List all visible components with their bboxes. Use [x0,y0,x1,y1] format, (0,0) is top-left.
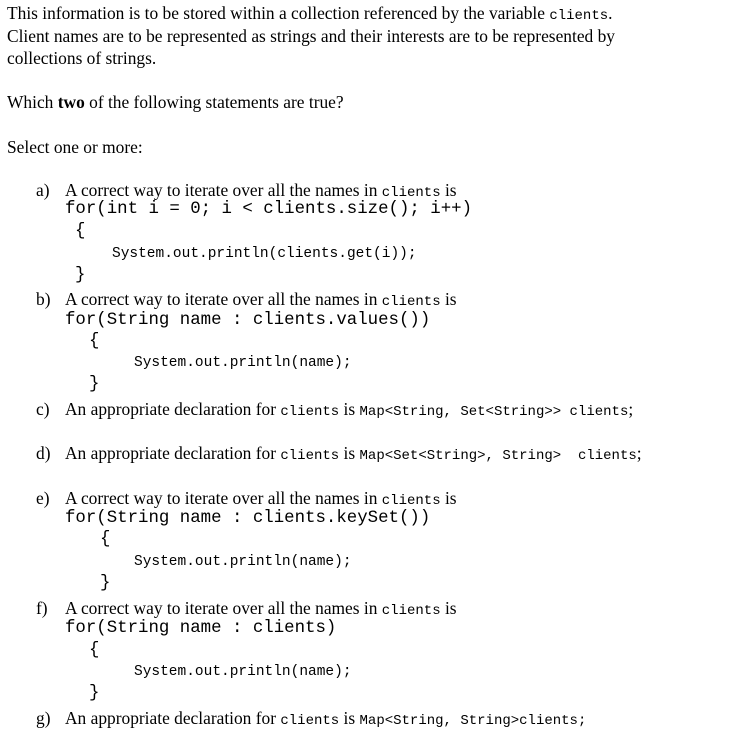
option-e-code-3: System.out.println(name); [134,554,352,570]
option-e-code-4: } [100,574,111,593]
option-b-code-4: } [89,375,100,394]
option-a-code-2: { [75,222,86,241]
option-f-code-2: { [89,641,100,660]
option-e-code-2: { [100,530,111,549]
option-e-var: clients [381,493,441,509]
option-a-code-4: } [75,266,86,285]
option-g-text[interactable] [65,707,586,732]
option-g-mid: is [343,708,356,728]
option-a-code-3: System.out.println(clients.get(i)); [112,246,417,262]
option-f-prefix: A correct way to iterate over all the names in [65,598,378,618]
intro-line-2: Client names are to be represented as strings and their interests are to be represented by [7,26,615,46]
option-f-code-3: System.out.println(name); [134,664,352,680]
question-suffix: of the following statements are true? [89,92,344,112]
option-f-var: clients [381,603,441,619]
option-a-prefix: A correct way to iterate over all the names in [65,180,378,200]
option-g-var: clients [280,713,340,729]
option-b-code-2: { [89,332,100,351]
option-f-code-4: } [89,684,100,703]
option-a-label: a) [36,180,50,200]
option-c-text[interactable] [65,398,633,423]
intro-line-3: collections of strings. [7,48,157,68]
option-e-prefix: A correct way to iterate over all the names in [65,488,378,508]
option-d-decl: Map<Set<String>, String> clients [359,448,637,464]
option-c-label: c) [36,399,50,419]
option-c-prefix: An appropriate declaration for [65,399,277,419]
option-d-var: clients [280,448,340,464]
intro-line-1-period: . [608,3,613,23]
option-d-text[interactable] [65,442,642,467]
option-d-label: d) [36,443,51,463]
intro-line-1 [7,2,613,27]
option-g-decl: Map<String, String>clients; [359,713,587,729]
option-a-code-1: for(int i = 0; i < clients.size(); i++) [65,200,473,219]
option-c-decl: Map<String, Set<String>> clients [359,404,629,420]
clients-variable: clients [549,8,609,24]
option-f-code-1: for(String name : clients) [65,619,337,638]
option-e-code-1: for(String name : clients.keySet()) [65,509,431,528]
option-c-end: ; [628,399,634,419]
option-a-var: clients [381,185,441,201]
option-e-label: e) [36,488,50,508]
option-f-label: f) [36,598,48,618]
option-f-suffix: is [444,598,457,618]
intro-line-1-text: This information is to be stored within a collection referenced by the variable [7,3,545,23]
option-d-prefix: An appropriate declaration for [65,443,277,463]
option-b-code-1: for(String name : clients.values()) [65,311,431,330]
option-b-label: b) [36,289,51,309]
option-b-prefix: A correct way to iterate over all the names in [65,289,378,309]
question-prefix: Which [7,92,54,112]
option-g-label: g) [36,708,51,728]
question-bold: two [57,92,85,112]
option-g-prefix: An appropriate declaration for [65,708,277,728]
option-c-mid: is [343,399,356,419]
option-b-var: clients [381,294,441,310]
option-b-code-3: System.out.println(name); [134,355,352,371]
option-b-suffix: is [444,289,457,309]
option-d-end: ; [636,443,642,463]
question-prompt [7,91,344,113]
option-a-suffix: is [444,180,457,200]
option-c-var: clients [280,404,340,420]
select-instruction: Select one or more: [7,137,143,157]
option-e-suffix: is [444,488,457,508]
option-d-mid: is [343,443,356,463]
